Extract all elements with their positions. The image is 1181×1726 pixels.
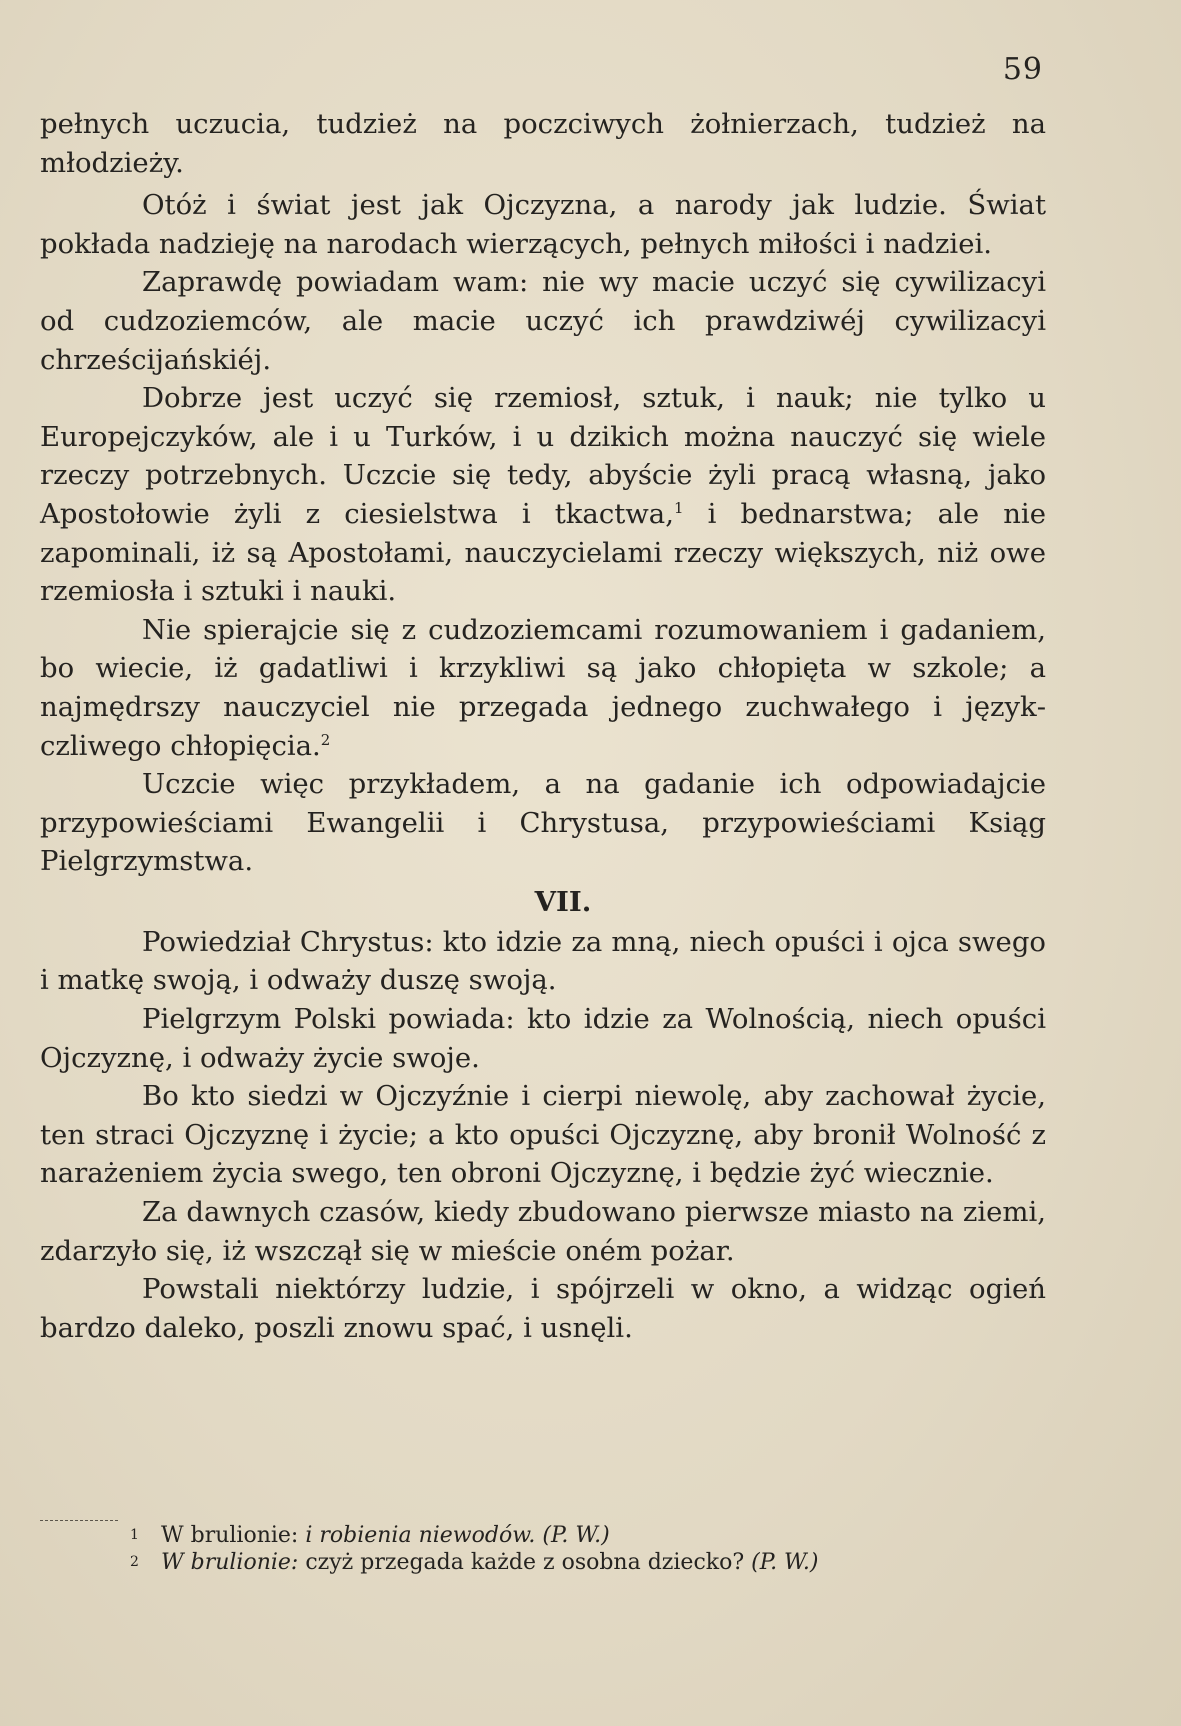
paragraph-text: i bednarstwa; ale nie zapominali, iż są Apostołami, nauczycielami rzeczy większych, niż owe rzemiosła i sztuki i nauki. — [40, 497, 1046, 608]
footnote-reference[interactable]: 2 — [320, 730, 331, 749]
footnote-lead: W brulionie: — [161, 1550, 299, 1575]
section-heading: VII. — [534, 885, 592, 918]
footnote-1 — [130, 1522, 1010, 1549]
footnote-2 — [130, 1549, 1010, 1576]
paragraph: Pielgrzym Polski powiada: kto idzie za Wolnością, niech opuści Ojczyznę, i odważy życie swoje. — [40, 1003, 1046, 1074]
footnote-mark: 1 — [130, 1527, 139, 1543]
footnote-source: (P. W.) — [751, 1550, 819, 1575]
paragraph: Bo kto siedzi w Ojczyźnie i cierpi niewolę, aby zachował życie, ten straci Ojczyznę i życie; a kto opuści Ojczyznę, aby bronił Wolność z narażeniem życia swego, ten obroni Ojczyznę, i będzie żyć wiecznie. — [40, 1080, 1046, 1190]
page-number: 59 — [1002, 52, 1043, 87]
paragraph: Otóż i świat jest jak Ojczyzna, a narody jak ludzie. Świat pokłada nadzieję na narodach wierzących, pełnych miłości i nadziei. — [40, 189, 1046, 260]
paragraph — [40, 611, 1046, 765]
paragraph: Powiedział Chrystus: kto idzie za mną, niech opuści i ojca swego i matkę swoją, i odważy duszę swoją. — [40, 925, 1046, 997]
paragraph — [40, 379, 1046, 611]
paragraph: Za dawnych czasów, kiedy zbudowano pierwsze miasto na ziemi, zdarzyło się, iż wszczął się w mieście oném pożar. — [40, 1196, 1046, 1267]
paragraph-text: Nie spierajcie się z cudzoziemcami rozumowaniem i gadaniem, bo wiecie, iż gadatliwi i krzykliwi są jako chłopięta w szkole; a najmędrszy nauczyciel nie przegada jednego zuchwałego i językczliwego chłopięcia. — [40, 613, 1046, 762]
paragraph: Zaprawdę powiadam wam: nie wy macie uczyć się cywilizacyi od cudzoziemców, ale macie uczyć ich prawdziwéj cywilizacyi chrześcijańskiéj. — [40, 266, 1046, 376]
footnote-divider — [40, 1520, 118, 1521]
footnote-text: i robienia niewodów. (P. W.) — [305, 1523, 610, 1548]
footnote-text: czyż przegada każde z osobna dziecko? — [305, 1550, 745, 1575]
footnotes — [130, 1522, 1010, 1576]
paragraph: Uczcie więc przykładem, a na gadanie ich odpowiadajcie przypowieściami Ewangelii i Chrystusa, przypowieściami Ksiąg Pielgrzymstwa. — [40, 768, 1046, 878]
paragraph-text: Dobrze jest uczyć się rzemiosł, sztuk, i nauk; nie tylko u Europejczyków, ale i u Turków, i u dzikich można nauczyć się wiele rzeczy potrzebnych. Uczcie się tedy, abyście żyli pracą własną, jako Apostołowie żyli z ciesielstwa i tkactwa, — [40, 382, 1046, 530]
footnote-mark: 2 — [130, 1554, 139, 1570]
main-text — [40, 105, 1046, 1347]
footnote-reference[interactable]: 1 — [673, 498, 684, 517]
paragraph-continuation: pełnych uczucia, tudzież na poczciwych żołnierzach, tudzież na młodzieży. — [40, 108, 1046, 179]
paragraph: Powstali niektórzy ludzie, i spójrzeli w okno, a widząc ogień bardzo daleko, poszli znowu spać, i usnęli. — [40, 1273, 1046, 1344]
footnote-lead: W brulionie: — [161, 1523, 299, 1548]
